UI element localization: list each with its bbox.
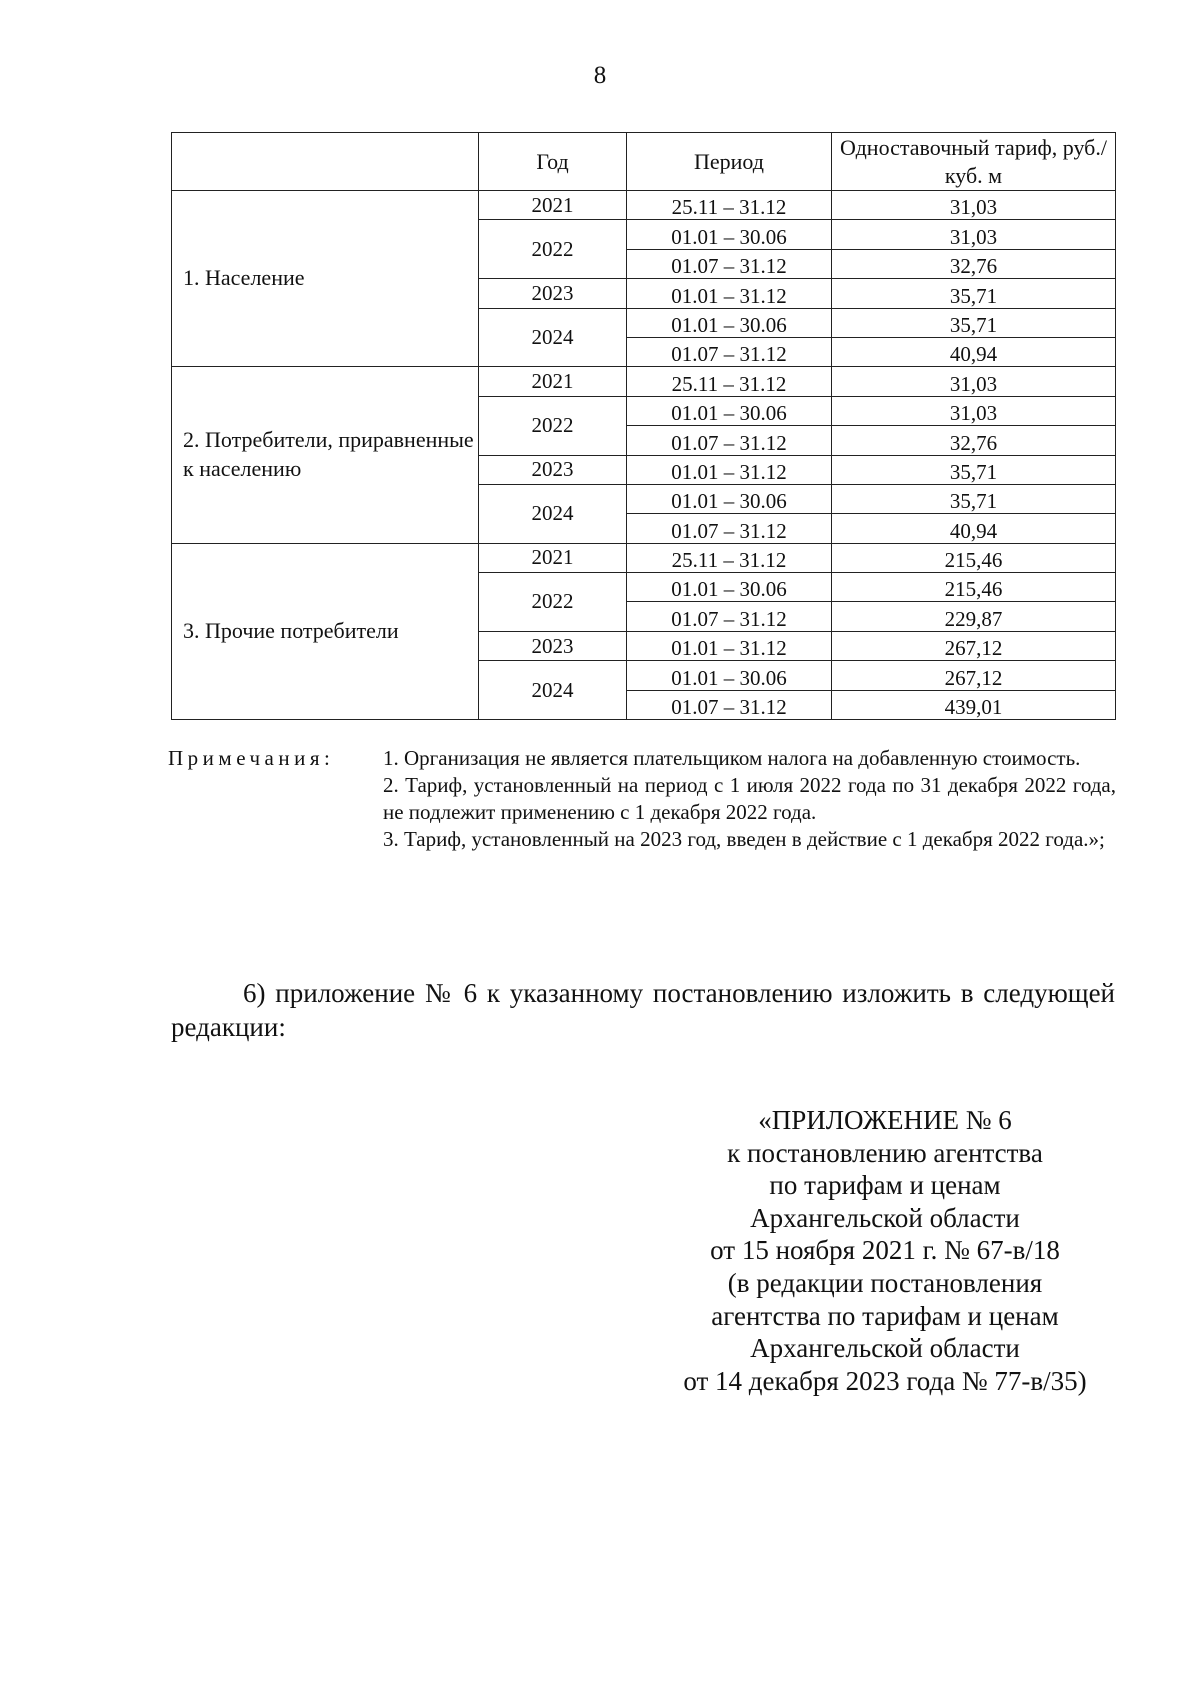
appendix-line: от 15 ноября 2021 г. № 67-в/18	[710, 1235, 1060, 1266]
table-row	[172, 367, 1116, 396]
table-row	[172, 543, 1116, 572]
header-year: Год	[479, 133, 627, 191]
tariff-cell: 35,71	[832, 484, 1116, 513]
note-item: 3. Тариф, установленный на 2023 год, введен в действие с 1 декабря 2022 года.»;	[383, 827, 1105, 851]
year-cell: 2024	[479, 484, 627, 543]
group-name-cell: 2. Потребители, приравненные к населению	[172, 367, 479, 543]
tariff-table-body	[172, 191, 1116, 720]
tariff-cell: 31,03	[832, 191, 1116, 220]
period-cell: 25.11 – 31.12	[627, 543, 832, 572]
tariff-cell: 35,71	[832, 279, 1116, 308]
note-item: 1. Организация не является плательщиком налога на добавленную стоимость.	[383, 746, 1081, 770]
year-cell: 2021	[479, 543, 627, 572]
year-cell: 2023	[479, 455, 627, 484]
appendix-line: Архангельской области	[750, 1333, 1020, 1364]
period-cell: 01.07 – 31.12	[627, 690, 832, 719]
period-cell: 01.01 – 30.06	[627, 484, 832, 513]
year-cell: 2021	[479, 191, 627, 220]
tariff-cell: 31,03	[832, 220, 1116, 249]
tariff-cell: 215,46	[832, 573, 1116, 602]
period-cell: 01.01 – 30.06	[627, 220, 832, 249]
year-cell: 2022	[479, 573, 627, 632]
header-period: Период	[627, 133, 832, 191]
tariff-cell: 267,12	[832, 631, 1116, 660]
period-cell: 01.07 – 31.12	[627, 426, 832, 455]
header-group	[172, 133, 479, 191]
year-cell: 2022	[479, 220, 627, 279]
period-cell: 01.01 – 30.06	[627, 661, 832, 690]
tariff-cell: 32,76	[832, 426, 1116, 455]
period-cell: 01.01 – 30.06	[627, 573, 832, 602]
period-cell: 01.01 – 31.12	[627, 279, 832, 308]
period-cell: 01.07 – 31.12	[627, 602, 832, 631]
tariff-cell: 31,03	[832, 396, 1116, 425]
year-cell: 2024	[479, 661, 627, 720]
tariff-cell: 31,03	[832, 367, 1116, 396]
appendix-line: к постановлению агентства	[727, 1137, 1043, 1168]
note-item: 2. Тариф, установленный на период с 1 июля 2022 года по 31 декабря 2022 года, не подлежит применению с 1 декабря 2022 года.	[383, 773, 1116, 824]
period-cell: 01.01 – 30.06	[627, 308, 832, 337]
period-cell: 01.07 – 31.12	[627, 514, 832, 543]
amendment-paragraph: 6) приложение № 6 к указанному постановлению изложить в следующей редакции:	[171, 978, 1115, 1042]
tariff-cell: 215,46	[832, 543, 1116, 572]
tariff-cell: 32,76	[832, 249, 1116, 278]
tariff-cell: 229,87	[832, 602, 1116, 631]
year-cell: 2022	[479, 396, 627, 455]
appendix-line: Архангельской области	[750, 1202, 1020, 1233]
tariff-cell: 40,94	[832, 514, 1116, 543]
appendix-header	[650, 1104, 1120, 1397]
period-cell: 25.11 – 31.12	[627, 367, 832, 396]
group-name-cell: 1. Население	[172, 191, 479, 367]
tariff-cell: 439,01	[832, 690, 1116, 719]
period-cell: 01.01 – 31.12	[627, 631, 832, 660]
header-tariff: Одноставочный тариф, руб./куб. м	[832, 133, 1116, 191]
tariff-cell: 40,94	[832, 337, 1116, 366]
period-cell: 01.01 – 31.12	[627, 455, 832, 484]
table-header-row	[172, 133, 1116, 191]
period-cell: 01.07 – 31.12	[627, 337, 832, 366]
appendix-line: «ПРИЛОЖЕНИЕ № 6	[758, 1105, 1012, 1135]
tariff-cell: 35,71	[832, 455, 1116, 484]
appendix-line: агентства по тарифам и ценам	[711, 1300, 1059, 1331]
appendix-line: от 14 декабря 2023 года № 77-в/35)	[683, 1365, 1087, 1396]
notes-list	[383, 745, 1116, 853]
group-name-cell: 3. Прочие потребители	[172, 543, 479, 719]
tariff-cell: 35,71	[832, 308, 1116, 337]
period-cell: 25.11 – 31.12	[627, 191, 832, 220]
notes-label: Примечания:	[168, 746, 335, 770]
year-cell: 2021	[479, 367, 627, 396]
year-cell: 2024	[479, 308, 627, 367]
period-cell: 01.01 – 30.06	[627, 396, 832, 425]
appendix-line: по тарифам и ценам	[769, 1170, 1001, 1201]
year-cell: 2023	[479, 279, 627, 308]
tariff-table	[171, 132, 1116, 720]
page-number: 8	[593, 62, 607, 89]
period-cell: 01.07 – 31.12	[627, 249, 832, 278]
table-row	[172, 191, 1116, 220]
tariff-cell: 267,12	[832, 661, 1116, 690]
appendix-line: (в редакции постановления	[727, 1267, 1043, 1298]
year-cell: 2023	[479, 631, 627, 660]
